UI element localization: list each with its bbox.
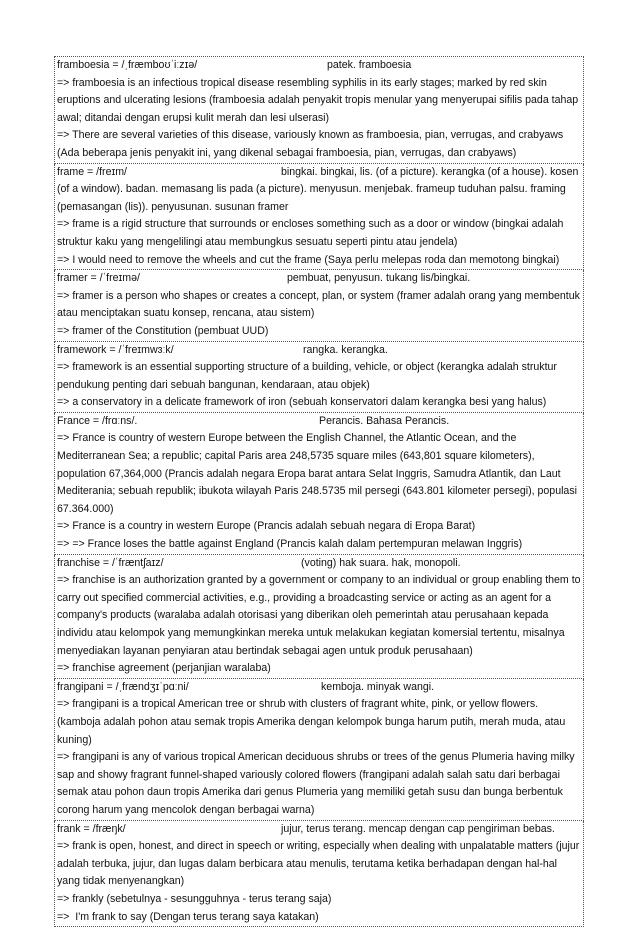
entry-term: frangipani = /ˌfrændʒɪˈpɑːni/ xyxy=(57,680,189,693)
entry-translation: bingkai. bingkai, lis. (of a picture). kerangka (of a house). kosen (of a window). badan. memasang lis pada (a picture). menyusun. menjebak. frameup tuduhan palsu. framing (pemasangan (lis)). penyusunan. susunan framer xyxy=(57,165,582,213)
entry-example: => I would need to remove the wheels and cut the frame (Saya perlu melepas roda dan memotong bingkai) xyxy=(57,253,560,266)
dictionary-document xyxy=(54,56,584,927)
entry-term: framework = /ˈfreɪmwɜːk/ xyxy=(57,343,174,356)
entry-headline xyxy=(57,413,581,431)
entry-example: => France is country of western Europe between the English Channel, the Atlantic Ocean, and the Mediterranean Sea; a republic; capital Paris area 248,5735 square miles (643,801 square kilometers), population 67,364,000 (Prancis adalah negara Eropa barat antara Selat Inggris, Samudra Atlantik, dan Laut Mediterania; sebuah republik; ibukota wilayah Paris 248.5735 mil persegi (643.801 kilometer persegi), populasi 67.364.000) xyxy=(57,432,580,515)
entry-example: => frame is a rigid structure that surrounds or encloses something such as a door or window (bingkai adalah struktur kaku yang mengelilingi atau membungkus sesuatu seperti pintu atau jendela) xyxy=(57,218,567,248)
entry-translation: rangka. kerangka. xyxy=(303,343,388,356)
dictionary-entry xyxy=(54,342,584,413)
dictionary-entry xyxy=(54,164,584,271)
entry-example: => frank is open, honest, and direct in speech or writing, especially when dealing with unpalatable matters (jujur adalah terbuka, jujur, dan lugas dalam berbicara atau menulis, terutama ketika berhadapan dengan hal-hal yang tidak menyenangkan) xyxy=(57,840,583,888)
entry-term: frame = /freɪm/ xyxy=(57,165,127,178)
entry-headline xyxy=(57,57,581,75)
entry-example: => franchise agreement (perjanjian waralaba) xyxy=(57,662,271,675)
entry-headline xyxy=(57,342,581,360)
entry-translation: Perancis. Bahasa Perancis. xyxy=(319,414,450,427)
entry-example: => framboesia is an infectious tropical disease resembling syphilis in its early stages; marked by red skin eruptions and ulcerating lesions (framboesia adalah penyakit tropis menular yang menyerupai sifilis pada tahap awal; ditandai dengan erupsi kulit merah dan lesi ulserasi) xyxy=(57,76,582,124)
entry-translation: kemboja. minyak wangi. xyxy=(321,680,435,693)
entry-term: framboesia = /ˌfræmboʊˈiːzɪə/ xyxy=(57,59,198,71)
entry-term: franchise = /ˈfræntʃaɪz/ xyxy=(57,556,164,569)
entry-translation: patek. framboesia xyxy=(327,59,412,71)
entry-example: => => France loses the battle against England (Prancis kalah dalam pertempuran melawan Inggris) xyxy=(57,538,523,551)
entry-example: => framework is an essential supporting structure of a building, vehicle, or object (kerangka adalah struktur pendukung penting dari sebuah bangunan, kendaraan, atau objek) xyxy=(57,361,560,391)
entry-translation: (voting) hak suara. hak, monopoli. xyxy=(301,556,461,569)
entry-term: France = /frɑːns/. xyxy=(57,414,138,427)
entry-example: => a conservatory in a delicate framework of iron (sebuah konservatori dalam kerangka besi yang halus) xyxy=(57,396,547,409)
dictionary-entry xyxy=(54,821,584,927)
entry-translation: pembuat, penyusun. tukang lis/bingkai. xyxy=(287,272,471,285)
entry-example: => frangipani is any of various tropical American deciduous shrubs or trees of the genus Plumeria having milky sap and showy fragrant funnel-shaped variously colored flowers (frangipani adalah salah satu dari berbagai semak atau pohon daun tropis Amerika dari genus Plumeria yang memiliki getah susu dan bunga berbentuk corong harum yang mencolok dengan berbagai warna) xyxy=(57,751,578,816)
entry-example: => frankly (sebetulnya - sesungguhnya - terus terang saja) xyxy=(57,892,332,905)
dictionary-entry xyxy=(54,555,584,679)
dictionary-entry xyxy=(54,270,584,341)
dictionary-entry xyxy=(54,413,584,555)
entry-term: framer = /ˈfreɪmə/ xyxy=(57,272,140,285)
entry-example: => France is a country in western Europe (Prancis adalah sebuah negara di Eropa Barat) xyxy=(57,520,476,533)
dictionary-entry xyxy=(54,679,584,821)
entry-example: => framer of the Constitution (pembuat UUD) xyxy=(57,324,269,337)
entry-example: => franchise is an authorization granted by a government or company to an individual or group enabling them to carry out specified commercial activities, e.g., providing a broadcasting service or acting as an agent for a company's products (waralaba adalah otorisasi yang diberikan oleh pemerintah atau perusahaan kepada individu atau kelompok yang memungkinkan mereka untuk melakukan kegiatan komersial tertentu, misalnya menyediakan layanan penyiaran atau bertindak sebagai agen untuk produk perusahaan) xyxy=(57,574,584,657)
entry-headline xyxy=(57,164,581,217)
entry-headline xyxy=(57,270,581,288)
entry-headline xyxy=(57,821,581,839)
entry-example: => frangipani is a tropical American tree or shrub with clusters of fragrant white, pink, or yellow flowers. (kamboja adalah pohon atau semak tropis Amerika dengan kelompok bunga harum putih, merah muda, atau kuning) xyxy=(57,698,569,746)
entry-example: => I'm frank to say (Dengan terus terang saya katakan) xyxy=(57,910,319,923)
entry-term: frank = /fræŋk/ xyxy=(57,822,126,835)
entry-translation: jujur, terus terang. mencap dengan cap pengiriman bebas. xyxy=(281,822,555,835)
entry-headline xyxy=(57,679,581,697)
entry-headline xyxy=(57,555,581,573)
dictionary-entry xyxy=(54,56,584,164)
entry-example: => There are several varieties of this disease, variously known as framboesia, pian, verrugas, and crabyaws (Ada beberapa jenis penyakit ini, yang dikenal sebagai framboesia, pian, verrugas, dan crabyaws) xyxy=(57,129,567,159)
entry-example: => framer is a person who shapes or creates a concept, plan, or system (framer adalah orang yang membentuk atau menciptakan suatu konsep, rencana, atau sistem) xyxy=(57,289,583,320)
